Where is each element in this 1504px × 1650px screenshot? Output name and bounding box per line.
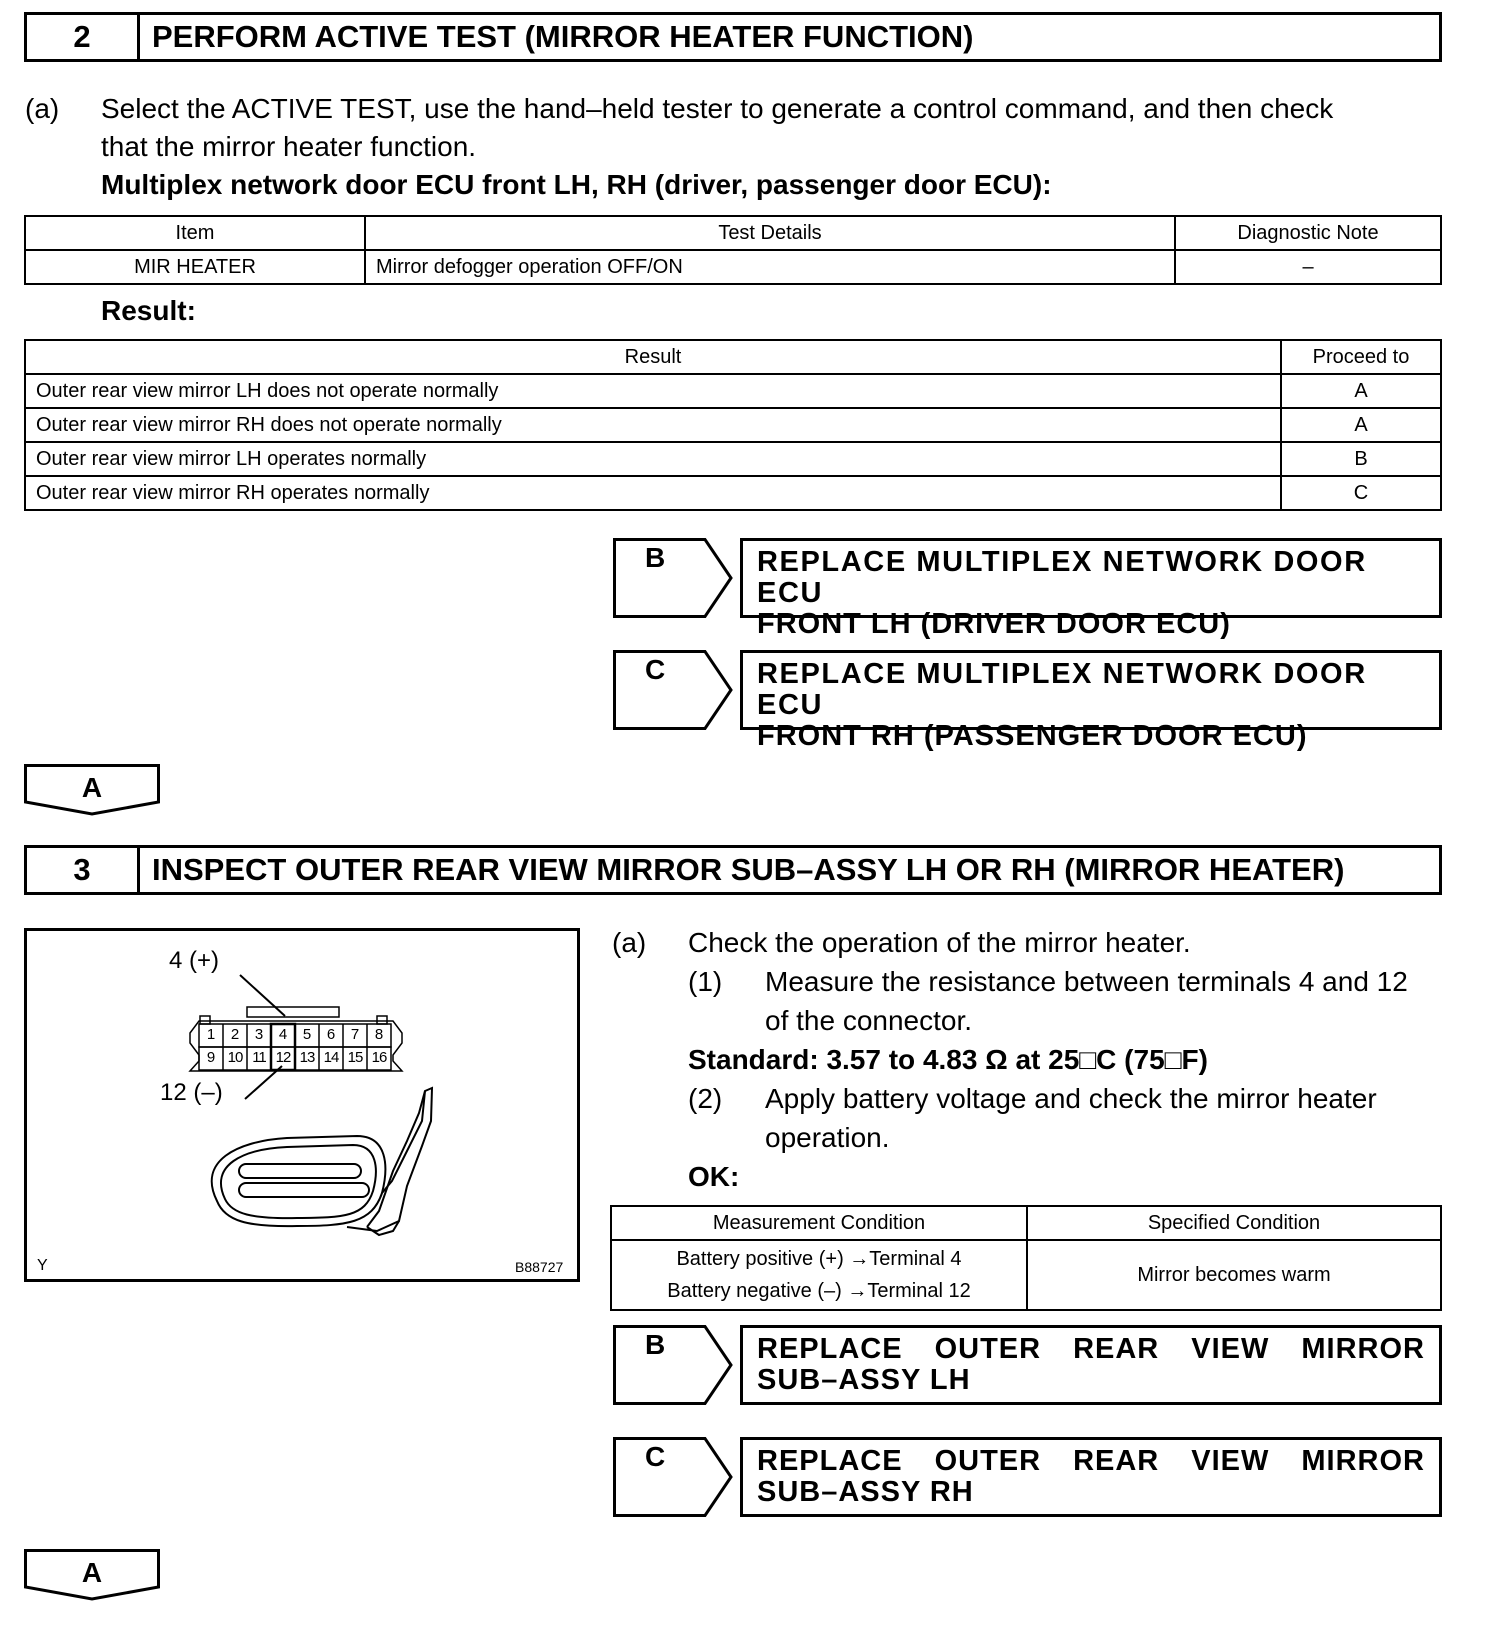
item-label: (a) [612,927,647,958]
pin-number: 6 [326,1026,336,1043]
arrow-box-icon [613,650,733,730]
next-letter: A [81,772,103,803]
table-cell: MIR HEATER [25,250,365,284]
step-title: INSPECT OUTER REAR VIEW MIRROR SUB–ASSY LH OR RH (MIRROR HEATER) [152,852,1345,887]
condition-line: Battery positive (+) →Terminal 4 [676,1248,962,1270]
branch-letter: B [645,542,666,573]
connector-diagram [27,931,577,1279]
table-cell: Outer rear view mirror RH operates normally [25,476,1281,510]
action-word: REAR [1073,1333,1160,1365]
table-row [25,374,1441,408]
arrow-box-icon [613,538,733,618]
substep-label: (2) [688,1083,723,1114]
column-header: Specified Condition [1027,1206,1441,1240]
table-cell: Mirror defogger operation OFF/ON [365,250,1175,284]
table-cell: Outer rear view mirror LH operates normally [25,442,1281,476]
action-line: SUB–ASSY LH [757,1364,971,1396]
table-row [25,442,1441,476]
table-cell: Mirror becomes warm [1027,1240,1441,1310]
arrow-box-icon [613,1325,733,1405]
subheading: Multiplex network door ECU front LH, RH (driver, passenger door ECU): [101,169,1052,200]
table-cell: A [1281,374,1441,408]
ok-table [610,1205,1442,1311]
pin-number: 1 [206,1026,216,1043]
action-line [757,1446,1425,1477]
pin-number: 9 [206,1049,216,1066]
instruction-line: Measure the resistance between terminals 4 and 12 [765,966,1408,997]
branch-c-arrow [613,1437,733,1517]
instruction-line: that the mirror heater function. [101,131,477,162]
pin-number: 14 [323,1049,339,1066]
step-number: 3 [27,848,140,892]
figure-code: B88727 [515,1259,564,1275]
action-word: REPLACE [757,1333,903,1365]
branch-letter: C [645,1441,666,1472]
step-3-header [24,845,1442,895]
instruction-line: Select the ACTIVE TEST, use the hand–held tester to generate a control command, and then check [101,93,1334,124]
next-a-box [24,1549,160,1601]
table-cell: – [1175,250,1441,284]
ok-heading: OK: [688,1161,740,1192]
pin-number: 10 [227,1049,243,1066]
step-title: PERFORM ACTIVE TEST (MIRROR HEATER FUNCTION) [152,19,974,54]
pin-number: 7 [350,1026,360,1043]
pin-number: 2 [230,1026,240,1043]
column-header: Test Details [365,216,1175,250]
column-header: Item [25,216,365,250]
pin-number: 8 [374,1026,384,1043]
column-header: Proceed to [1281,340,1441,374]
item-label: (a) [25,93,60,124]
standard-spec: Standard: 3.57 to 4.83 Ω at 25□C (75□F) [688,1044,1208,1075]
pin-number: 4 [278,1026,288,1043]
action-line: REPLACE MULTIPLEX NETWORK DOOR ECU [757,546,1367,609]
table-cell: Outer rear view mirror LH does not operate normally [25,374,1281,408]
table-row [25,408,1441,442]
table-header-row [25,340,1441,374]
action-word: REPLACE [757,1445,903,1477]
action-line: FRONT LH (DRIVER DOOR ECU) [757,608,1231,640]
branch-letter: C [645,654,666,685]
step-number: 2 [27,15,140,59]
instruction-line: Apply battery voltage and check the mirror heater [765,1083,1377,1114]
column-header: Result [25,340,1281,374]
pin-number: 5 [302,1026,312,1043]
result-heading: Result: [101,295,196,326]
substep-label: (1) [688,966,723,997]
table-row [611,1240,1441,1310]
pin-number: 3 [254,1026,264,1043]
action-word: OUTER [934,1333,1042,1365]
table-header-row [611,1206,1441,1240]
action-word: OUTER [934,1445,1042,1477]
terminal-4-label: 4 (+) [169,947,220,974]
branch-c-arrow [613,650,733,730]
action-line [757,1334,1425,1365]
column-header: Measurement Condition [611,1206,1027,1240]
branch-b-arrow [613,538,733,618]
pin-number: 12 [275,1049,291,1066]
next-a-box [24,764,160,816]
mirror-drawing [212,1088,432,1235]
instruction-line: of the connector. [765,1005,973,1036]
arrow-box-icon [613,1437,733,1517]
pin-number: 11 [252,1049,266,1066]
condition-line: Battery negative (–) →Terminal 12 [667,1280,971,1302]
terminal-12-label: 12 (–) [160,1079,223,1106]
table-header-row [25,216,1441,250]
table-cell: Outer rear view mirror RH does not operate normally [25,408,1281,442]
pin-number: 13 [299,1049,315,1066]
action-line: SUB–ASSY RH [757,1476,974,1508]
table-cell: C [1281,476,1441,510]
action-word: VIEW [1191,1333,1270,1365]
table-cell: A [1281,408,1441,442]
connector-figure [24,928,580,1282]
step-2-header [24,12,1442,62]
instruction-line: operation. [765,1122,890,1153]
replace-mirror-rh-box [740,1437,1442,1517]
instruction-line: Check the operation of the mirror heater. [688,927,1191,958]
action-line: FRONT RH (PASSENGER DOOR ECU) [757,720,1308,752]
table-row [25,476,1441,510]
replace-ecu-lh-box [740,538,1442,640]
replace-mirror-lh-box [740,1325,1442,1405]
table-cell [611,1240,1027,1310]
column-header: Diagnostic Note [1175,216,1441,250]
action-line: REPLACE MULTIPLEX NETWORK DOOR ECU [757,658,1367,721]
table-cell: B [1281,442,1441,476]
active-test-table [24,215,1442,285]
branch-letter: B [645,1329,666,1360]
figure-corner-label: Y [37,1257,48,1274]
action-word: VIEW [1191,1445,1270,1477]
next-letter: A [81,1557,103,1588]
table-row [25,250,1441,284]
replace-ecu-rh-box [740,650,1442,752]
branch-b-arrow [613,1325,733,1405]
action-word: MIRROR [1301,1333,1425,1365]
pin-number: 15 [347,1049,363,1066]
result-table [24,339,1442,511]
action-word: MIRROR [1301,1445,1425,1477]
pin-number: 16 [371,1049,387,1066]
action-word: REAR [1073,1445,1160,1477]
